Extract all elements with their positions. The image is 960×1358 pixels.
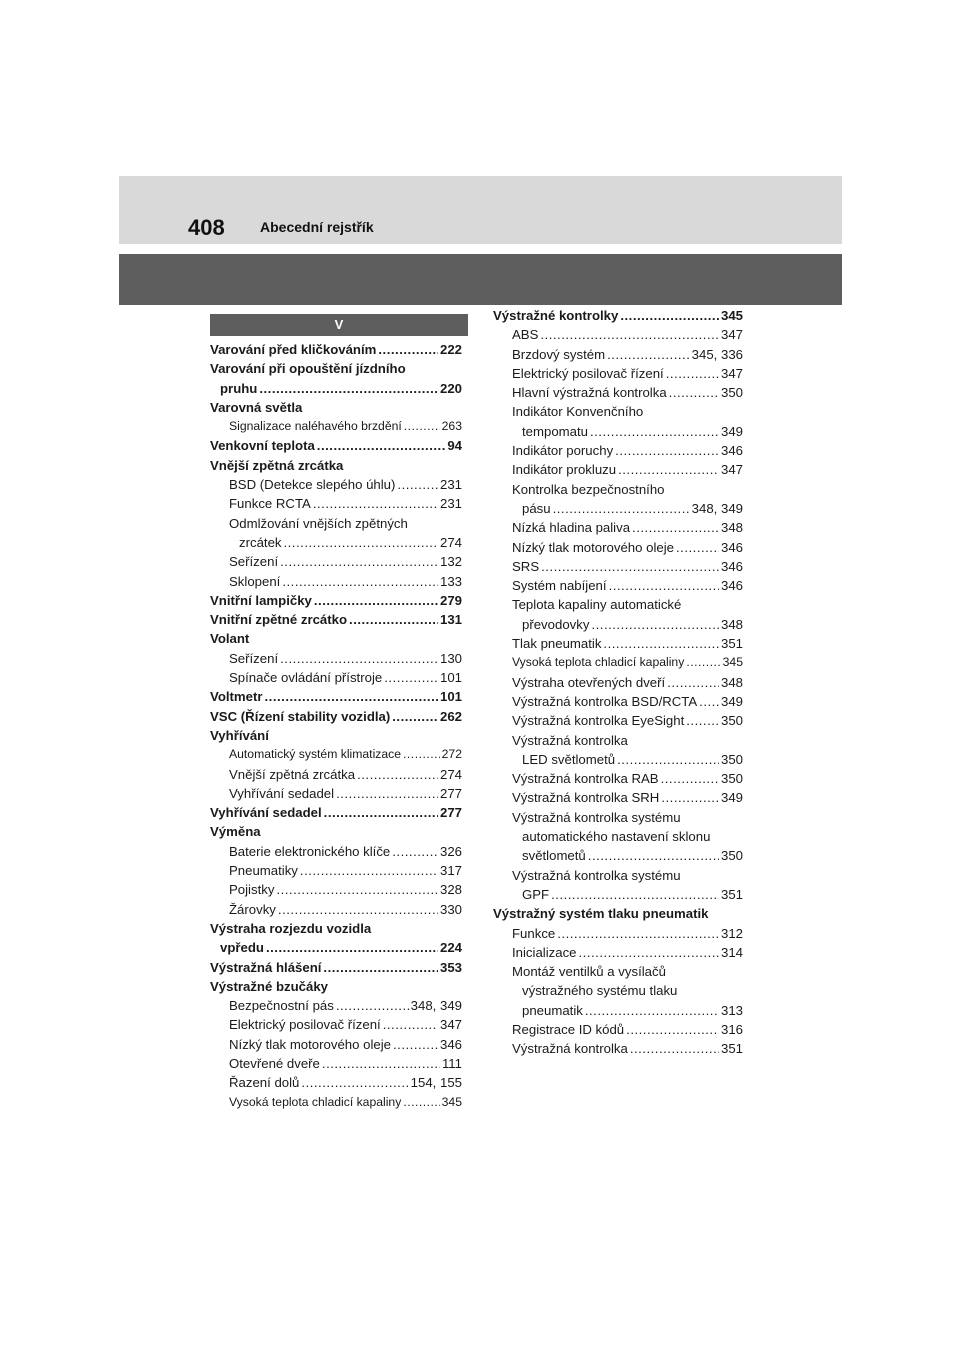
dot-leader [669,383,719,402]
index-entry [210,1015,462,1034]
index-entry-term: Inicializace [512,944,577,960]
index-entry [210,803,462,822]
index-entry [493,1001,743,1020]
index-entry-term: Nízký tlak motorového oleje [512,539,674,555]
index-entry [493,692,743,711]
dot-leader [276,880,438,899]
dot-leader [661,769,719,788]
dot-leader [392,707,438,726]
index-entry-term: VSC (Řízení stability vozidla) [210,708,391,724]
index-entry [210,494,462,513]
index-entry-term: Voltmetr [210,689,263,705]
dot-leader [630,1039,719,1058]
index-entry-term: Automatický systém klimatizace [229,747,402,762]
index-entry [210,629,462,648]
index-entry-page: 353 [439,959,462,975]
index-entry-page: 262 [439,708,462,724]
index-entry [493,422,743,441]
index-entry [493,634,743,653]
index-entry-term: Venkovní teplota [210,438,315,454]
index-entry-term: ABS [512,327,539,343]
index-entry-page: 328 [439,882,462,898]
index-entry [493,499,743,518]
dot-leader [676,538,719,557]
index-entry [210,456,462,475]
index-entry-term: Nízký tlak motorového oleje [229,1036,391,1052]
index-entry-term: Bezpečnostní pás [229,998,334,1014]
index-entry [210,726,462,745]
dot-leader [336,996,409,1015]
index-entry-page: 347 [720,365,743,381]
index-entry-term: zrcátek [239,534,282,550]
index-entry-page: 347 [720,462,743,478]
index-entry [210,745,462,764]
index-entry [493,345,743,364]
index-entry-page: 346 [720,443,743,459]
dot-leader [632,518,719,537]
dot-leader [336,784,438,803]
index-entry-term: Indikátor prokluzu [512,462,617,478]
dot-leader [551,885,719,904]
index-entry-term: výstražného systému tlaku [522,983,678,999]
index-entry-term: Baterie elektronického klíče [229,843,391,859]
index-entry-page: 346 [720,578,743,594]
dot-leader [378,340,438,359]
index-column-left [210,340,462,1112]
index-entry-page: 346 [439,1036,462,1052]
index-entry-page: 347 [439,1017,462,1033]
index-entry-page: 345 [722,655,743,670]
index-entry [210,1054,462,1073]
index-entry-page: 347 [720,327,743,343]
index-entry [493,402,743,421]
index-entry-term: Výstražné kontrolky [493,308,619,323]
index-entry-page: 350 [720,848,743,864]
index-entry-term: Výstraha otevřených dveří [512,674,666,690]
dot-leader [314,591,438,610]
dot-leader [393,1035,438,1054]
dot-leader [661,788,719,807]
index-entry-page: 345, 336 [691,346,743,362]
index-entry [210,610,462,629]
dot-leader [284,533,438,552]
index-entry [210,996,462,1015]
index-entry-term: Pojistky [229,882,275,898]
dot-leader [313,494,438,513]
index-entry [210,514,462,533]
dot-leader [392,842,438,861]
dot-leader [591,615,719,634]
dot-leader [603,634,719,653]
index-entry-page: 348, 349 [691,500,743,516]
index-entry-page: 314 [720,944,743,960]
index-entry-term: Výstražná kontrolka [512,1041,628,1057]
index-entry [210,880,462,899]
index-entry-page: 351 [720,636,743,652]
index-entry [210,649,462,668]
dot-leader [349,610,438,629]
index-entry-term: tempomatu [522,423,588,439]
dot-leader [403,1093,439,1112]
index-entry [493,576,743,595]
index-column-right [493,306,743,1059]
dot-leader [301,1073,408,1092]
index-entry-term: Výstražná kontrolka EyeSight [512,713,685,729]
index-entry [210,591,462,610]
dot-leader [322,1054,440,1073]
dot-leader [541,557,719,576]
index-entry-page: 348, 349 [410,998,462,1014]
index-entry [493,769,743,788]
index-entry [493,711,743,730]
index-entry-page: 263 [441,419,462,434]
index-entry-page: 154, 155 [410,1075,462,1091]
dot-leader [300,861,438,880]
dot-leader [540,325,719,344]
index-entry-page: 348 [720,674,743,690]
index-entry [493,750,743,769]
index-entry [493,480,743,499]
index-entry-page: 330 [439,901,462,917]
dot-leader [259,379,438,398]
dot-leader [403,745,440,764]
index-entry [493,1039,743,1058]
index-entry-page: 94 [447,438,462,454]
index-entry-term: Kontrolka bezpečnostního [512,481,665,497]
index-entry-page: 349 [720,423,743,439]
index-entry-term: Výstražná kontrolka SRH [512,790,660,806]
index-entry-page: 277 [439,805,462,821]
dot-leader [615,441,719,460]
index-entry-page: 132 [439,554,462,570]
index-entry-term: Výstražná kontrolka systému [512,809,681,825]
index-entry-page: 345 [720,308,743,323]
index-entry [210,784,462,803]
index-entry [493,1020,743,1039]
index-entry-term: Indikátor Konvenčního [512,404,644,420]
dot-leader [384,668,438,687]
index-entry-page: 222 [439,342,462,357]
index-entry-term: Funkce RCTA [229,496,311,512]
dot-leader [699,692,719,711]
dot-leader [620,306,719,325]
index-entry [493,383,743,402]
index-entry-term: Výstražná kontrolka systému [512,867,681,883]
index-entry [493,904,743,923]
header-dark-band [119,254,842,305]
index-entry-term: Výstražná kontrolka [512,732,628,748]
dot-leader [617,750,719,769]
index-entry-term: Vnější zpětná zrcátka [210,457,344,473]
index-entry-page: 220 [439,380,462,396]
index-entry-term: Brzdový systém [512,346,606,362]
index-entry-term: pásu [522,500,551,516]
index-entry [493,846,743,865]
index-entry [210,977,462,996]
dot-leader [323,958,438,977]
dot-leader [588,846,719,865]
index-entry [493,518,743,537]
dot-leader [626,1020,719,1039]
index-entry-page: 346 [720,539,743,555]
dot-leader [278,900,438,919]
index-entry-term: Vysoká teplota chladicí kapaliny [512,655,685,670]
index-entry-page: 351 [720,886,743,902]
index-entry [493,924,743,943]
index-entry [493,595,743,614]
dot-leader [397,475,438,494]
index-entry-term: GPF [522,886,550,902]
index-entry [493,808,743,827]
index-entry [493,962,743,981]
index-entry [210,552,462,571]
index-entry-term: Signalizace naléhavého brzdění [229,419,402,434]
index-entry-term: Vnější zpětná zrcátka [229,766,356,782]
index-entry-page: 277 [439,785,462,801]
index-entry [210,687,462,706]
index-entry [493,943,743,962]
index-entry-page: 101 [439,670,462,686]
dot-leader [282,572,438,591]
index-entry-page: 279 [439,592,462,608]
index-entry-term: Registrace ID kódů [512,1021,625,1037]
index-entry-page: 346 [720,558,743,574]
index-entry-term: Výstražná hlášení [210,959,322,975]
index-entry-page: 313 [720,1002,743,1018]
index-entry [210,958,462,977]
index-entry-page: 274 [439,766,462,782]
header-band [119,176,842,244]
index-entry [210,1093,462,1112]
index-entry-page: 231 [439,477,462,493]
dot-leader [317,436,446,455]
dot-leader [266,938,438,957]
index-entry-page: 111 [441,1055,462,1071]
index-entry [210,919,462,938]
index-entry-term: BSD (Detekce slepého úhlu) [229,477,396,493]
index-entry [210,1073,462,1092]
index-entry-page: 326 [439,843,462,859]
dot-leader [404,417,440,436]
index-letter-heading: V [210,314,468,336]
index-entry-term: Sklopení [229,573,281,589]
index-entry-page: 349 [720,693,743,709]
index-entry-term: automatického nastavení sklonu [522,829,711,845]
index-entry-term: Volant [210,631,250,647]
index-entry-page: 130 [439,650,462,666]
index-entry-page: 224 [439,940,462,956]
index-entry-page: 274 [439,534,462,550]
index-entry-term: SRS [512,558,540,574]
index-entry-term: pruhu [220,380,258,396]
index-entry-term: Elektrický posilovač řízení [512,365,664,381]
dot-leader [686,653,720,672]
index-entry-term: Seřízení [229,554,279,570]
dot-leader [607,345,690,364]
index-entry-term: Výstraha rozjezdu vozidla [210,920,372,936]
index-entry [210,475,462,494]
index-entry-term: Seřízení [229,650,279,666]
index-entry-term: Vnitřní lampičky [210,592,312,608]
index-entry [493,306,743,325]
index-entry [493,460,743,479]
index-entry [210,842,462,861]
index-entry-term: Vyhřívání sedadel [210,805,322,821]
index-entry-term: Varovná světla [210,399,303,415]
dot-leader [383,1015,438,1034]
index-entry [210,533,462,552]
index-entry-term: Otevřené dveře [229,1055,320,1071]
index-entry [493,827,743,846]
index-entry-page: 312 [720,925,743,941]
dot-leader [579,943,719,962]
index-entry-term: Výstražná kontrolka RAB [512,771,659,787]
index-entry [493,788,743,807]
index-entry-page: 350 [720,385,743,401]
index-entry [210,861,462,880]
dot-leader [585,1001,719,1020]
index-entry [493,364,743,383]
index-entry [493,731,743,750]
index-entry-page: 133 [439,573,462,589]
index-entry-page: 350 [720,713,743,729]
index-entry-page: 231 [439,496,462,512]
index-entry-term: Vysoká teplota chladicí kapaliny [229,1094,402,1109]
index-entry [493,538,743,557]
index-entry-term: Vyhřívání sedadel [229,785,335,801]
index-entry [493,325,743,344]
index-entry-term: Výstražná kontrolka BSD/RCTA [512,693,698,709]
dot-leader [686,711,719,730]
index-entry [210,668,462,687]
index-entry [210,379,462,398]
index-entry [493,673,743,692]
index-entry-term: Elektrický posilovač řízení [229,1017,381,1033]
index-entry-term: Nízká hladina paliva [512,520,631,536]
index-entry [210,900,462,919]
index-entry-term: Výměna [210,824,261,840]
index-entry [493,653,743,672]
index-entry-page: 348 [720,520,743,536]
index-entry-page: 350 [720,751,743,767]
index-entry [210,436,462,455]
index-entry [493,866,743,885]
index-entry-page: 345 [441,1094,462,1109]
dot-leader [590,422,719,441]
index-entry [493,885,743,904]
index-entry [210,359,462,378]
index-entry-term: Spínače ovládání přístroje [229,670,383,686]
index-entry [210,707,462,726]
index-entry-term: Odmlžování vnějších zpětných [229,515,408,531]
index-entry-term: Hlavní výstražná kontrolka [512,385,667,401]
index-entry [210,765,462,784]
index-entry-term: LED světlometů [522,751,616,767]
index-entry-term: Řazení dolů [229,1075,300,1091]
index-entry-term: Výstražný systém tlaku pneumatik [493,906,709,922]
index-entry [493,981,743,1000]
index-entry-term: Výstražné bzučáky [210,978,329,994]
index-entry-term: Funkce [512,925,556,941]
index-entry-term: Systém nabíjení [512,578,607,594]
dot-leader [557,924,719,943]
dot-leader [618,460,719,479]
index-entry-term: Pneumatiky [229,863,298,879]
section-title: Abecední rejstřík [260,219,374,235]
index-entry [493,615,743,634]
index-entry-page: 131 [439,612,462,628]
index-entry [210,1035,462,1054]
index-entry-page: 348 [720,616,743,632]
index-entry-term: Varování při opouštění jízdního [210,361,406,377]
index-entry-term: Tlak pneumatik [512,636,602,652]
dot-leader [324,803,438,822]
index-entry-page: 317 [439,863,462,879]
index-entry-page: 101 [439,689,462,705]
index-entry-term: Vnitřní zpětné zrcátko [210,612,348,628]
index-entry [210,572,462,591]
dot-leader [553,499,690,518]
index-entry-term: převodovky [522,616,590,632]
dot-leader [280,649,438,668]
index-entry-page: 351 [720,1041,743,1057]
index-entry-term: pneumatik [522,1002,583,1018]
index-entry [210,340,462,359]
index-entry-page: 272 [441,747,462,762]
index-entry-term: Montáž ventilků a vysílačů [512,964,666,980]
index-entry-page: 316 [720,1021,743,1037]
index-entry-term: Vyhřívání [210,727,269,743]
page-number: 408 [188,215,225,240]
index-entry [210,398,462,417]
dot-leader [280,552,438,571]
index-entry-term: Teplota kapaliny automatické [512,597,682,613]
dot-leader [667,673,719,692]
dot-leader [357,765,438,784]
index-entry-term: Indikátor poruchy [512,443,614,459]
index-entry-term: Varování před kličkováním [210,342,377,357]
index-entry-term: Žárovky [229,901,276,917]
index-entry [493,441,743,460]
index-entry [210,822,462,841]
index-entry-term: vpředu [220,940,264,956]
dot-leader [666,364,719,383]
index-entry-page: 350 [720,771,743,787]
index-entry [210,417,462,436]
index-entry-term: světlometů [522,848,586,864]
index-entry [493,557,743,576]
index-entry-page: 349 [720,790,743,806]
dot-leader [609,576,719,595]
index-entry [210,938,462,957]
dot-leader [265,687,438,706]
